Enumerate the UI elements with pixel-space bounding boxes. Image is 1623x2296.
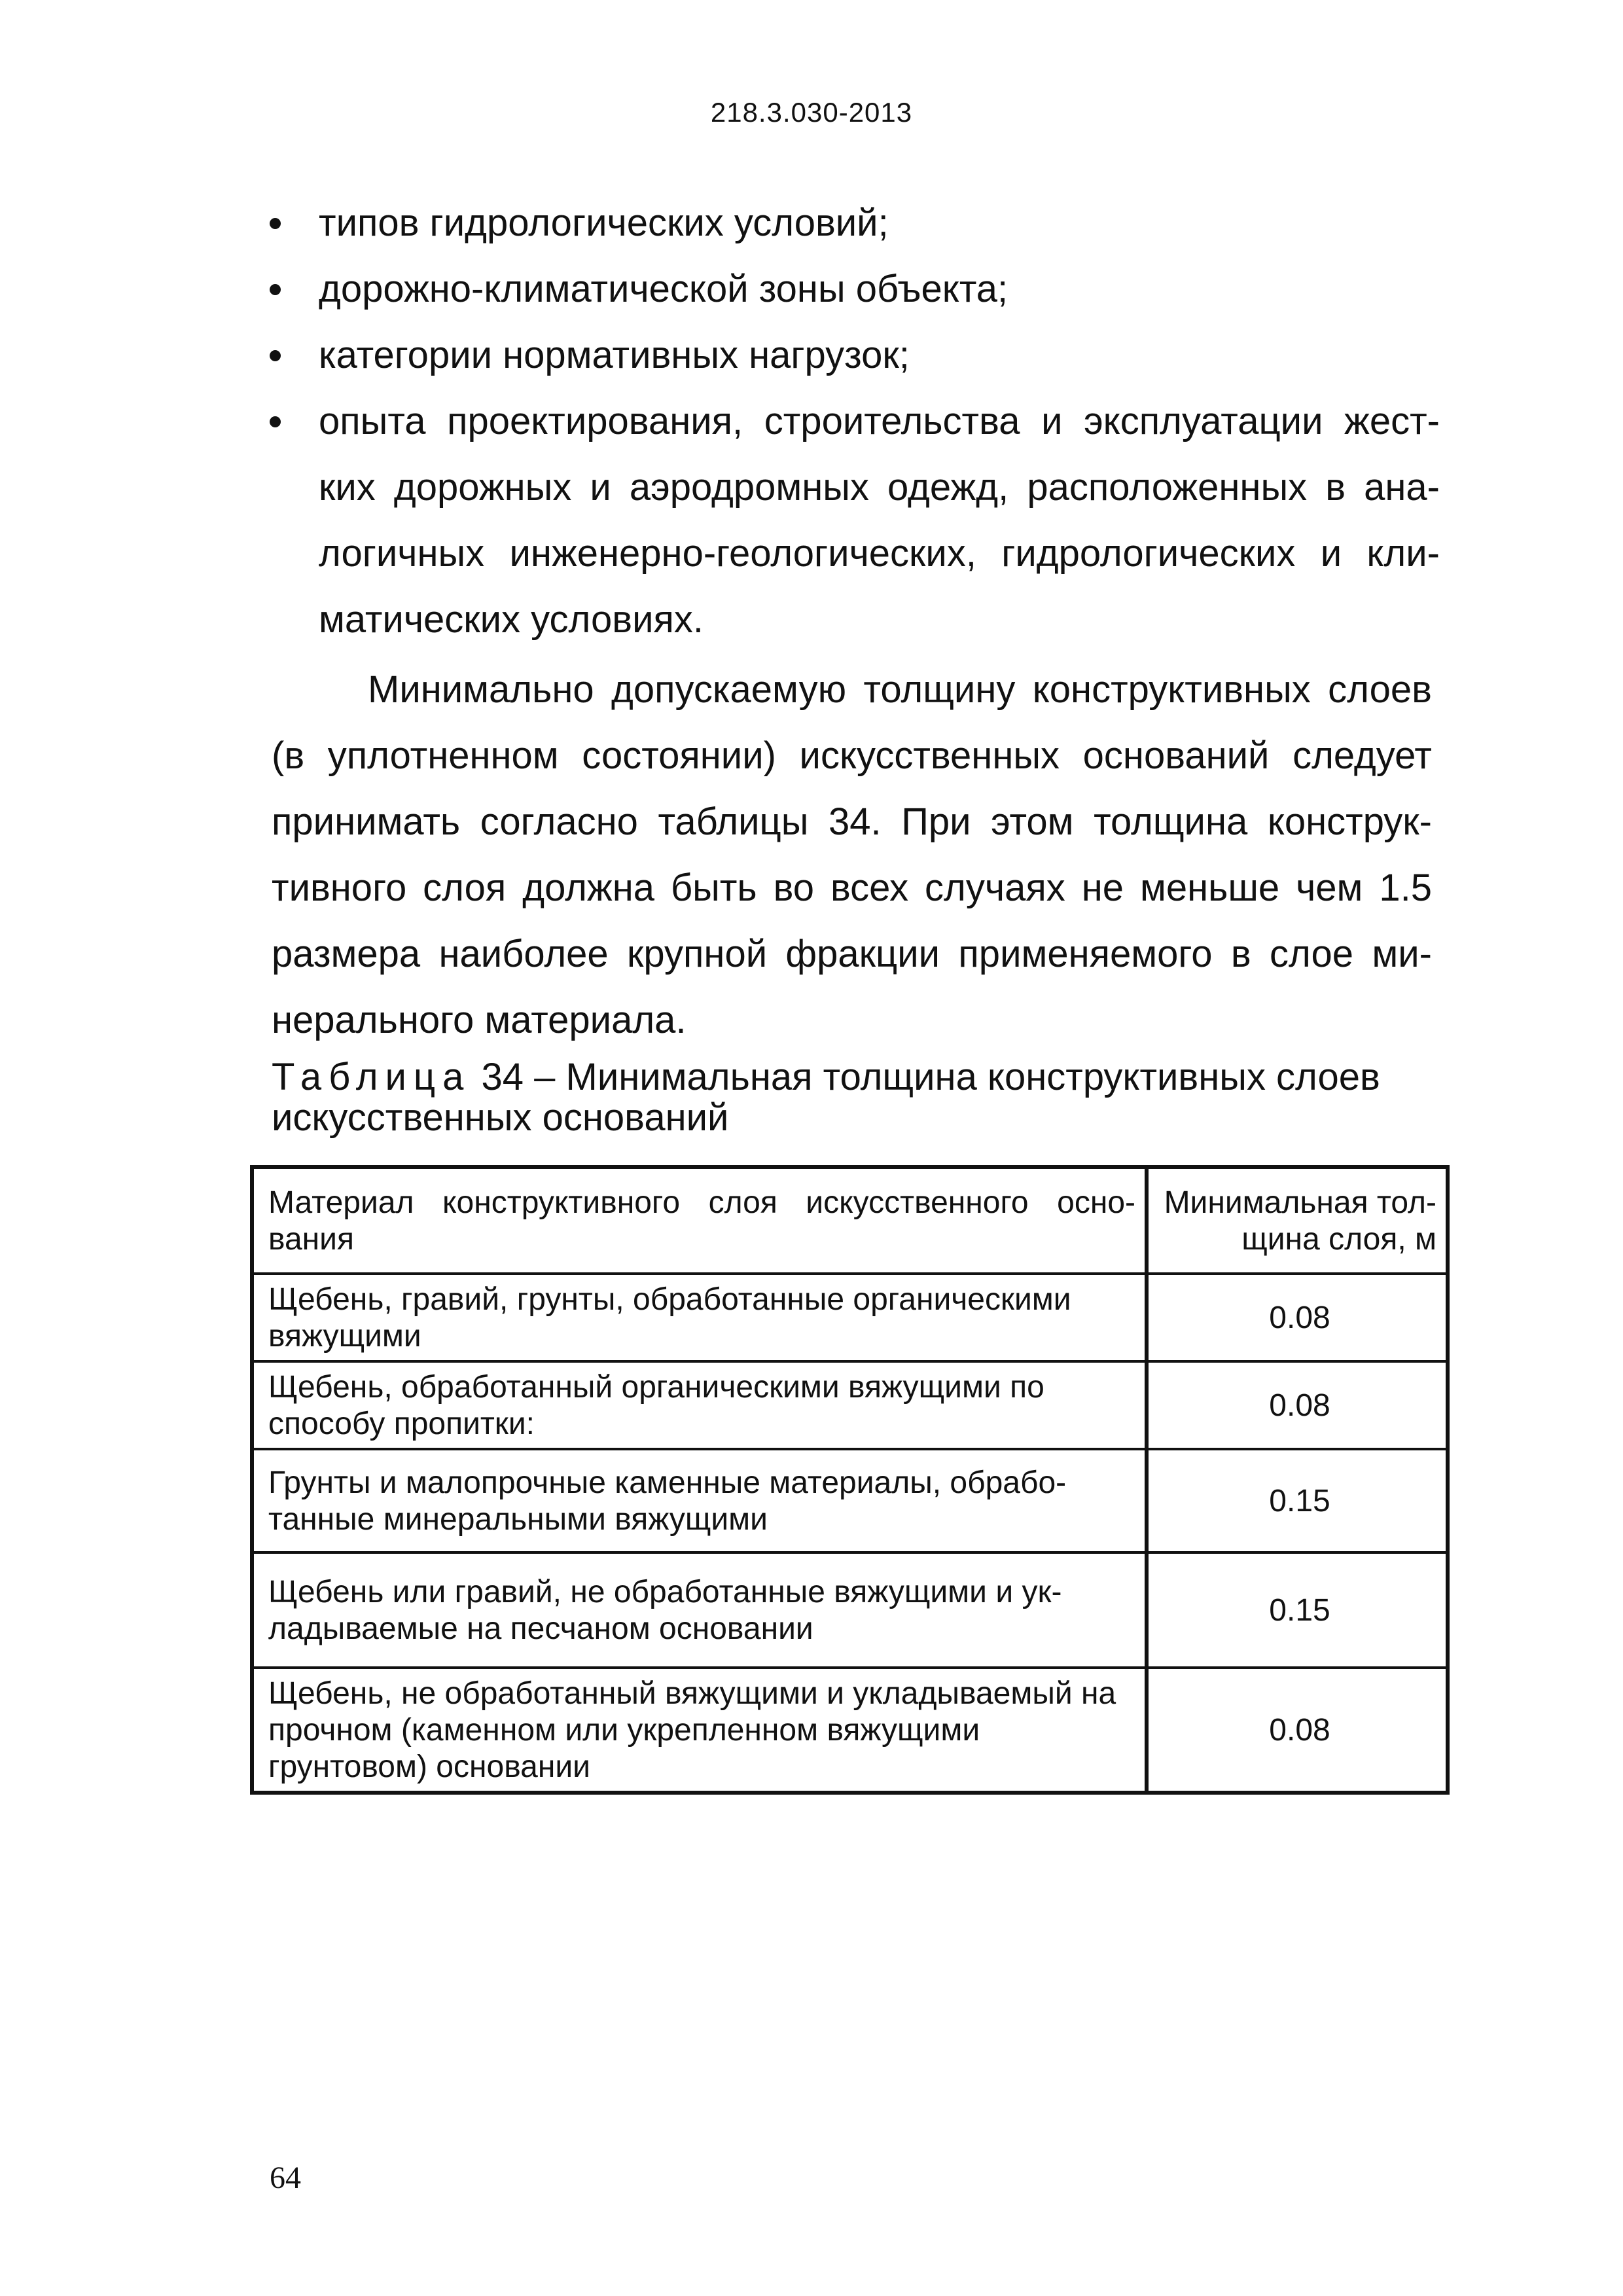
table-row: [252, 1668, 1448, 1793]
material-cell: Щебень, не обработанный вяжущими и укладываемый на прочном (каменном или укрепленном вяжущими грунтовом) основании: [252, 1668, 1147, 1793]
page-number: 64: [270, 2161, 301, 2195]
body-paragraph: Минимально допускаемую толщину конструктивных слоев (в уплотненном состоянии) искусственных оснований следует принимать согласно таблицы 34. При этом толщина конструк-тивного слоя должна быть во всех случаях не меньше чем 1.5 размера наиболее крупной фракции применяемого в слое ми-нерального материала.: [272, 668, 1432, 1041]
thickness-cell: 0.15: [1147, 1552, 1448, 1668]
header-thickness-text: Минимальная тол-щина слоя, м: [1164, 1185, 1436, 1257]
table-row: [252, 1552, 1448, 1668]
bullet-dot-icon: [270, 284, 281, 295]
bullet-text: типов гидрологических условий;: [319, 202, 889, 244]
thickness-table: [250, 1165, 1450, 1795]
material-cell: Щебень или гравий, не обработанные вяжущими и ук-ладываемые на песчаном основании: [252, 1552, 1147, 1668]
material-cell: Щебень, обработанный органическими вяжущими по способу пропитки:: [252, 1361, 1147, 1449]
table-header-row: [252, 1167, 1448, 1274]
bullet-list: [262, 190, 1440, 653]
thickness-cell: 0.08: [1147, 1361, 1448, 1449]
bullet-dot-icon: [270, 218, 281, 229]
thickness-cell: 0.15: [1147, 1449, 1448, 1552]
table-caption-text: 34 – Минимальная толщина конструктивных слоев искусственных оснований: [272, 1056, 1380, 1139]
table-caption-label: Таблица: [272, 1056, 471, 1098]
bullet-item: [262, 322, 1440, 388]
table-row: [252, 1361, 1448, 1449]
table-row: [252, 1274, 1448, 1361]
thickness-cell: 0.08: [1147, 1668, 1448, 1793]
bullet-text: дорожно-климатической зоны объекта;: [319, 268, 1008, 310]
document-number: 218.3.030-2013: [710, 97, 913, 128]
bullet-text: опыта проектирования, строительства и эксплуатации жест-ких дорожных и аэродромных одежд, расположенных в ана-логичных инженерно-геологических, гидрологических и кли-матических условиях.: [319, 400, 1440, 641]
header-thickness: [1147, 1167, 1448, 1274]
bullet-dot-icon: [270, 416, 281, 427]
table-row: [252, 1449, 1448, 1552]
bullet-item: [262, 388, 1440, 653]
bullet-item: [262, 256, 1440, 322]
bullet-item: [262, 190, 1440, 256]
bullet-dot-icon: [270, 350, 281, 361]
table-caption: [272, 1057, 1450, 1138]
header-material: [252, 1167, 1147, 1274]
material-cell: Щебень, гравий, грунты, обработанные органическими вяжущими: [252, 1274, 1147, 1361]
header-material-text: Материал конструктивного слоя искусственного осно-вания: [268, 1185, 1135, 1257]
bullet-text: категории нормативных нагрузок;: [319, 334, 910, 376]
thickness-cell: 0.08: [1147, 1274, 1448, 1361]
material-cell: Грунты и малопрочные каменные материалы, обрабо-танные минеральными вяжущими: [252, 1449, 1147, 1552]
